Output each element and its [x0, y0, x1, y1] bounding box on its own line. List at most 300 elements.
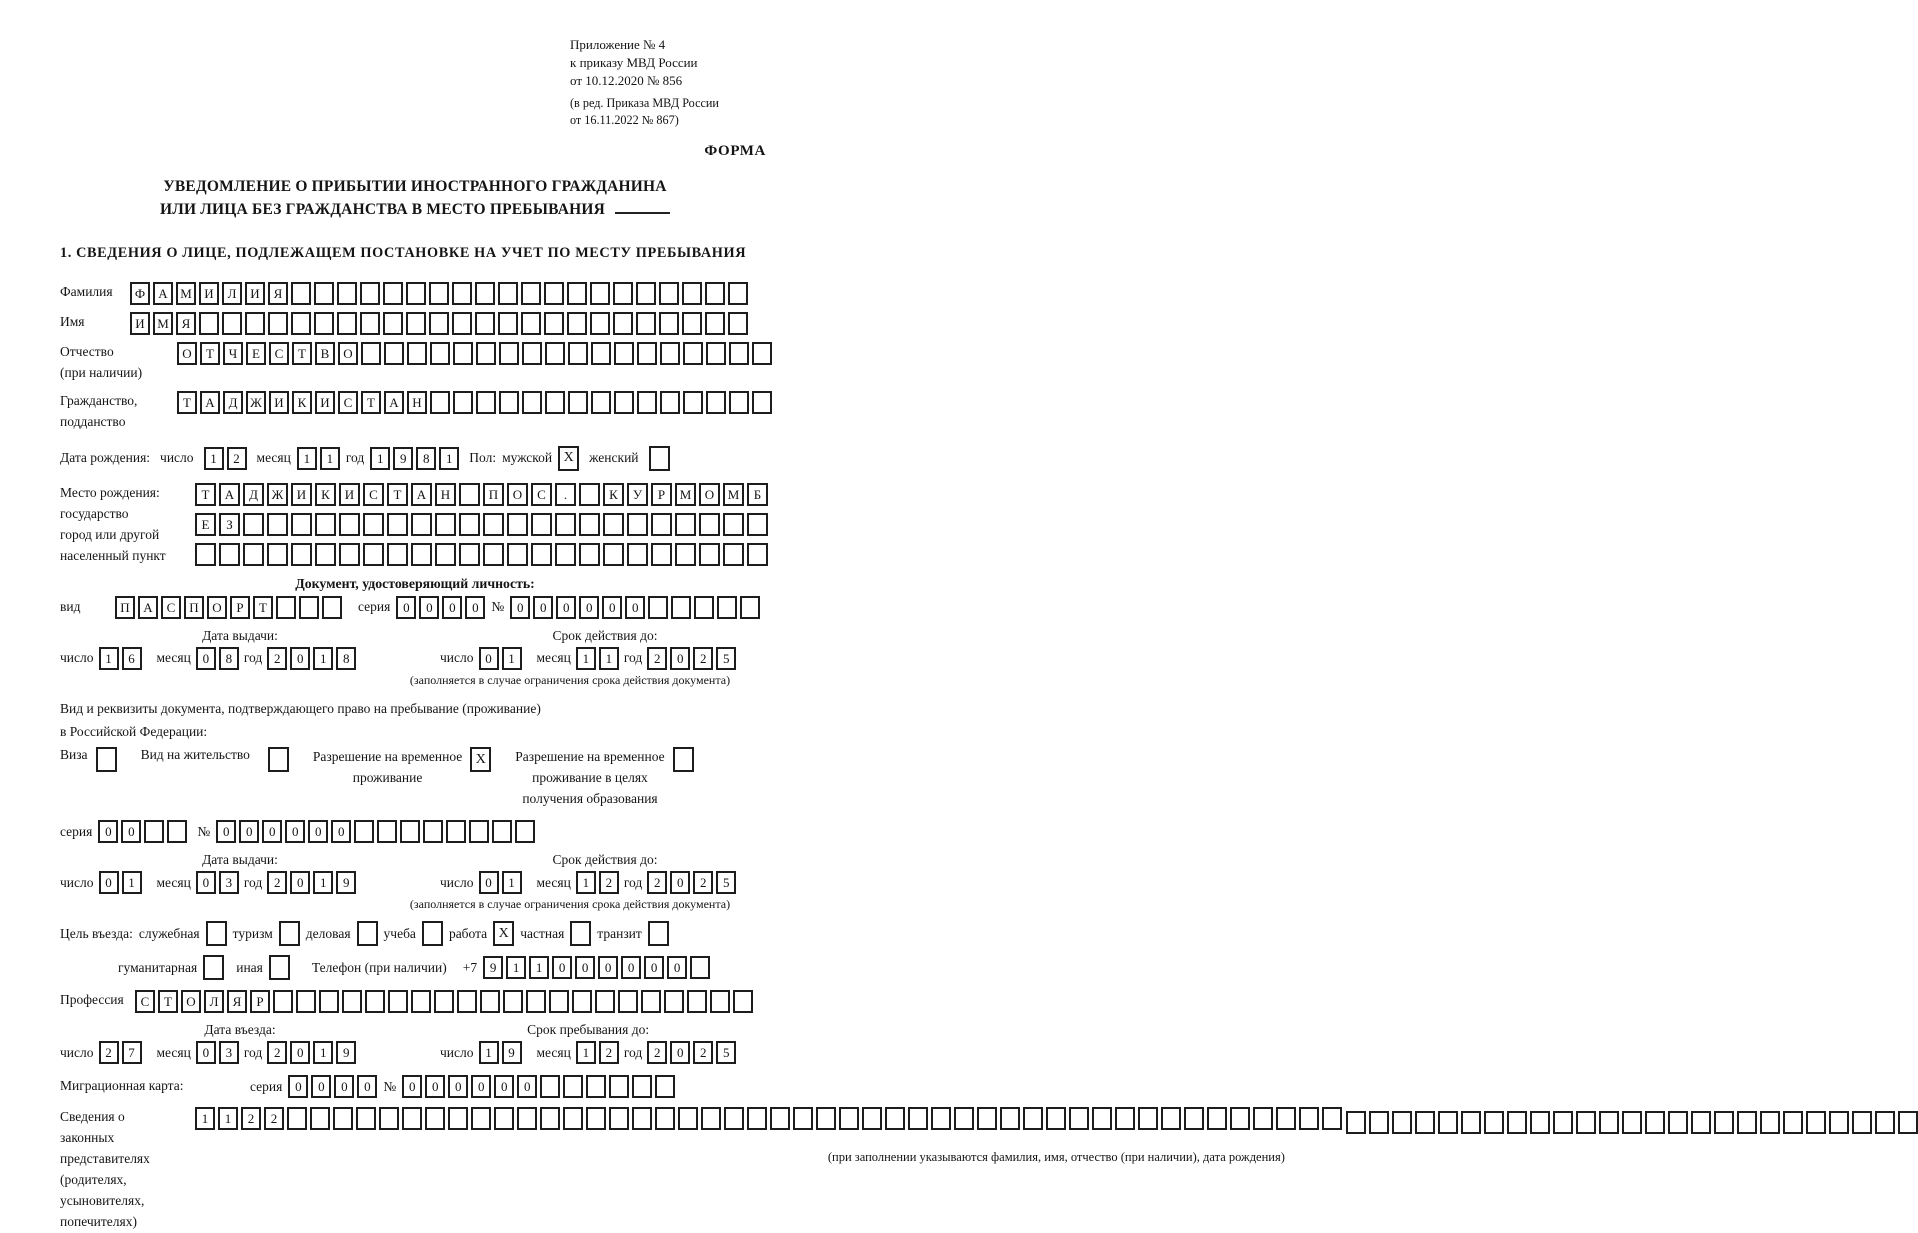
- legal-reps-line1-input[interactable]: [195, 1107, 767, 1130]
- char-cell[interactable]: 2: [599, 871, 619, 894]
- char-cell[interactable]: [563, 1107, 583, 1130]
- char-cell[interactable]: И: [130, 312, 150, 335]
- char-cell[interactable]: Р: [250, 990, 270, 1013]
- char-cell[interactable]: [699, 513, 720, 536]
- given-name-input[interactable]: [130, 312, 748, 335]
- char-cell[interactable]: Т: [361, 391, 381, 414]
- char-cell[interactable]: [430, 342, 450, 365]
- char-cell[interactable]: 9: [393, 447, 413, 470]
- char-cell[interactable]: [483, 513, 504, 536]
- char-cell[interactable]: [1530, 1111, 1550, 1134]
- char-cell[interactable]: [1898, 1111, 1918, 1134]
- char-cell[interactable]: [682, 282, 702, 305]
- char-cell[interactable]: [459, 543, 480, 566]
- char-cell[interactable]: 1: [218, 1107, 238, 1130]
- char-cell[interactable]: И: [339, 483, 360, 506]
- char-cell[interactable]: [723, 513, 744, 536]
- char-cell[interactable]: 0: [644, 956, 664, 979]
- char-cell[interactable]: [1069, 1107, 1089, 1130]
- char-cell[interactable]: [402, 1107, 422, 1130]
- char-cell[interactable]: [655, 1107, 675, 1130]
- char-cell[interactable]: 8: [336, 647, 356, 670]
- char-cell[interactable]: 0: [575, 956, 595, 979]
- char-cell[interactable]: [613, 282, 633, 305]
- char-cell[interactable]: [609, 1107, 629, 1130]
- char-cell[interactable]: 2: [267, 647, 287, 670]
- char-cell[interactable]: [1507, 1111, 1527, 1134]
- char-cell[interactable]: О: [338, 342, 358, 365]
- char-cell[interactable]: [752, 391, 772, 414]
- char-cell[interactable]: [590, 312, 610, 335]
- char-cell[interactable]: [1115, 1107, 1135, 1130]
- char-cell[interactable]: 1: [370, 447, 390, 470]
- char-cell[interactable]: 9: [336, 871, 356, 894]
- citizenship-input[interactable]: [177, 391, 772, 414]
- char-cell[interactable]: 1: [576, 1041, 596, 1064]
- char-cell[interactable]: 0: [533, 596, 553, 619]
- birth-month-input[interactable]: [297, 447, 340, 470]
- purpose-tranzit-checkbox[interactable]: [648, 921, 669, 946]
- char-cell[interactable]: 2: [99, 1041, 119, 1064]
- char-cell[interactable]: [1184, 1107, 1204, 1130]
- sex-female-checkbox[interactable]: [649, 446, 670, 471]
- char-cell[interactable]: [699, 543, 720, 566]
- title-blank-underline[interactable]: [615, 202, 670, 214]
- char-cell[interactable]: 8: [219, 647, 239, 670]
- char-cell[interactable]: [339, 513, 360, 536]
- char-cell[interactable]: [219, 543, 240, 566]
- char-cell[interactable]: [723, 543, 744, 566]
- char-cell[interactable]: 0: [510, 596, 530, 619]
- char-cell[interactable]: И: [199, 282, 219, 305]
- char-cell[interactable]: 1: [313, 647, 333, 670]
- char-cell[interactable]: [728, 312, 748, 335]
- char-cell[interactable]: [296, 990, 316, 1013]
- char-cell[interactable]: [339, 543, 360, 566]
- char-cell[interactable]: [908, 1107, 928, 1130]
- char-cell[interactable]: 0: [311, 1075, 331, 1098]
- char-cell[interactable]: [429, 282, 449, 305]
- char-cell[interactable]: [430, 391, 450, 414]
- char-cell[interactable]: 1: [320, 447, 340, 470]
- char-cell[interactable]: [492, 820, 512, 843]
- char-cell[interactable]: 0: [290, 647, 310, 670]
- char-cell[interactable]: [243, 543, 264, 566]
- char-cell[interactable]: [291, 312, 311, 335]
- char-cell[interactable]: 0: [196, 647, 216, 670]
- char-cell[interactable]: [526, 990, 546, 1013]
- stay-month-input[interactable]: [576, 1041, 619, 1064]
- char-cell[interactable]: А: [153, 282, 173, 305]
- char-cell[interactable]: [1276, 1107, 1296, 1130]
- char-cell[interactable]: [641, 990, 661, 1013]
- char-cell[interactable]: 2: [267, 871, 287, 894]
- char-cell[interactable]: [387, 513, 408, 536]
- char-cell[interactable]: [315, 543, 336, 566]
- char-cell[interactable]: 0: [471, 1075, 491, 1098]
- purpose-gumanitarnaya-checkbox[interactable]: [203, 955, 224, 980]
- char-cell[interactable]: [1576, 1111, 1596, 1134]
- char-cell[interactable]: [459, 513, 480, 536]
- char-cell[interactable]: [400, 820, 420, 843]
- char-cell[interactable]: [632, 1075, 652, 1098]
- char-cell[interactable]: [540, 1107, 560, 1130]
- char-cell[interactable]: 2: [267, 1041, 287, 1064]
- char-cell[interactable]: [1161, 1107, 1181, 1130]
- profession-input[interactable]: [135, 990, 753, 1013]
- char-cell[interactable]: М: [153, 312, 173, 335]
- char-cell[interactable]: 0: [667, 956, 687, 979]
- char-cell[interactable]: С: [269, 342, 289, 365]
- purpose-sluzhebnaya-checkbox[interactable]: [206, 921, 227, 946]
- char-cell[interactable]: 1: [576, 647, 596, 670]
- char-cell[interactable]: [1714, 1111, 1734, 1134]
- char-cell[interactable]: 0: [621, 956, 641, 979]
- char-cell[interactable]: [1852, 1111, 1872, 1134]
- char-cell[interactable]: [1346, 1111, 1366, 1134]
- char-cell[interactable]: [276, 596, 296, 619]
- char-cell[interactable]: [406, 282, 426, 305]
- char-cell[interactable]: 5: [716, 871, 736, 894]
- char-cell[interactable]: [507, 543, 528, 566]
- char-cell[interactable]: 2: [227, 447, 247, 470]
- birth-day-input[interactable]: [204, 447, 247, 470]
- doc-issue-day-input[interactable]: [99, 647, 142, 670]
- char-cell[interactable]: [579, 483, 600, 506]
- char-cell[interactable]: [651, 513, 672, 536]
- char-cell[interactable]: [507, 513, 528, 536]
- surname-input[interactable]: [130, 282, 748, 305]
- char-cell[interactable]: [655, 1075, 675, 1098]
- char-cell[interactable]: Т: [200, 342, 220, 365]
- purpose-rabota-checkbox[interactable]: X: [493, 921, 514, 946]
- char-cell[interactable]: [365, 990, 385, 1013]
- char-cell[interactable]: С: [363, 483, 384, 506]
- char-cell[interactable]: [360, 282, 380, 305]
- char-cell[interactable]: 0: [290, 1041, 310, 1064]
- res-expiry-month-input[interactable]: [576, 871, 619, 894]
- doc-expiry-day-input[interactable]: [479, 647, 522, 670]
- char-cell[interactable]: [675, 513, 696, 536]
- char-cell[interactable]: 0: [121, 820, 141, 843]
- char-cell[interactable]: [361, 342, 381, 365]
- char-cell[interactable]: [333, 1107, 353, 1130]
- char-cell[interactable]: 0: [357, 1075, 377, 1098]
- char-cell[interactable]: [480, 990, 500, 1013]
- char-cell[interactable]: 6: [122, 647, 142, 670]
- char-cell[interactable]: [457, 990, 477, 1013]
- char-cell[interactable]: [1046, 1107, 1066, 1130]
- char-cell[interactable]: С: [338, 391, 358, 414]
- char-cell[interactable]: 1: [599, 647, 619, 670]
- res-expiry-day-input[interactable]: [479, 871, 522, 894]
- char-cell[interactable]: 0: [494, 1075, 514, 1098]
- char-cell[interactable]: [423, 820, 443, 843]
- char-cell[interactable]: [747, 543, 768, 566]
- char-cell[interactable]: 0: [396, 596, 416, 619]
- entry-month-input[interactable]: [196, 1041, 239, 1064]
- char-cell[interactable]: [705, 312, 725, 335]
- char-cell[interactable]: [452, 282, 472, 305]
- char-cell[interactable]: 0: [288, 1075, 308, 1098]
- mc-number-input[interactable]: [402, 1075, 675, 1098]
- char-cell[interactable]: [314, 312, 334, 335]
- char-cell[interactable]: [568, 391, 588, 414]
- char-cell[interactable]: [1392, 1111, 1412, 1134]
- char-cell[interactable]: [717, 596, 737, 619]
- char-cell[interactable]: [659, 282, 679, 305]
- legal-reps-line2-input[interactable]: [770, 1107, 1342, 1130]
- char-cell[interactable]: И: [245, 282, 265, 305]
- char-cell[interactable]: .: [555, 483, 576, 506]
- char-cell[interactable]: Т: [158, 990, 178, 1013]
- char-cell[interactable]: [1299, 1107, 1319, 1130]
- char-cell[interactable]: [471, 1107, 491, 1130]
- char-cell[interactable]: [498, 282, 518, 305]
- char-cell[interactable]: [314, 282, 334, 305]
- char-cell[interactable]: Р: [651, 483, 672, 506]
- char-cell[interactable]: 2: [264, 1107, 284, 1130]
- char-cell[interactable]: 1: [99, 647, 119, 670]
- char-cell[interactable]: [579, 543, 600, 566]
- char-cell[interactable]: И: [291, 483, 312, 506]
- char-cell[interactable]: 0: [402, 1075, 422, 1098]
- char-cell[interactable]: 0: [465, 596, 485, 619]
- char-cell[interactable]: [770, 1107, 790, 1130]
- res-number-input[interactable]: [216, 820, 535, 843]
- char-cell[interactable]: [144, 820, 164, 843]
- char-cell[interactable]: В: [315, 342, 335, 365]
- char-cell[interactable]: 0: [625, 596, 645, 619]
- char-cell[interactable]: Б: [747, 483, 768, 506]
- char-cell[interactable]: 1: [313, 1041, 333, 1064]
- char-cell[interactable]: 1: [439, 447, 459, 470]
- char-cell[interactable]: [675, 543, 696, 566]
- char-cell[interactable]: [273, 990, 293, 1013]
- char-cell[interactable]: [954, 1107, 974, 1130]
- char-cell[interactable]: [363, 513, 384, 536]
- res-issue-day-input[interactable]: [99, 871, 142, 894]
- char-cell[interactable]: 0: [285, 820, 305, 843]
- doc-series-input[interactable]: [396, 596, 485, 619]
- char-cell[interactable]: Т: [387, 483, 408, 506]
- char-cell[interactable]: [729, 391, 749, 414]
- char-cell[interactable]: К: [603, 483, 624, 506]
- char-cell[interactable]: [1369, 1111, 1389, 1134]
- char-cell[interactable]: [435, 543, 456, 566]
- char-cell[interactable]: 0: [262, 820, 282, 843]
- char-cell[interactable]: [1645, 1111, 1665, 1134]
- mc-series-input[interactable]: [288, 1075, 377, 1098]
- char-cell[interactable]: И: [315, 391, 335, 414]
- char-cell[interactable]: 2: [647, 647, 667, 670]
- birth-year-input[interactable]: [370, 447, 459, 470]
- doc-issue-year-input[interactable]: [267, 647, 356, 670]
- char-cell[interactable]: 0: [670, 1041, 690, 1064]
- char-cell[interactable]: 0: [334, 1075, 354, 1098]
- legal-reps-line3-input[interactable]: [1346, 1111, 1918, 1134]
- char-cell[interactable]: [555, 513, 576, 536]
- char-cell[interactable]: 2: [647, 1041, 667, 1064]
- purpose-turizm-checkbox[interactable]: [279, 921, 300, 946]
- char-cell[interactable]: [636, 312, 656, 335]
- char-cell[interactable]: [1760, 1111, 1780, 1134]
- char-cell[interactable]: А: [411, 483, 432, 506]
- char-cell[interactable]: 0: [331, 820, 351, 843]
- char-cell[interactable]: М: [176, 282, 196, 305]
- char-cell[interactable]: [885, 1107, 905, 1130]
- char-cell[interactable]: [567, 312, 587, 335]
- char-cell[interactable]: [268, 312, 288, 335]
- char-cell[interactable]: [531, 543, 552, 566]
- char-cell[interactable]: [740, 596, 760, 619]
- char-cell[interactable]: [469, 820, 489, 843]
- char-cell[interactable]: 2: [599, 1041, 619, 1064]
- char-cell[interactable]: [660, 342, 680, 365]
- char-cell[interactable]: 0: [442, 596, 462, 619]
- char-cell[interactable]: [567, 282, 587, 305]
- char-cell[interactable]: Ч: [223, 342, 243, 365]
- res-issue-month-input[interactable]: [196, 871, 239, 894]
- char-cell[interactable]: [388, 990, 408, 1013]
- char-cell[interactable]: [706, 391, 726, 414]
- char-cell[interactable]: 8: [416, 447, 436, 470]
- char-cell[interactable]: Д: [243, 483, 264, 506]
- char-cell[interactable]: [1138, 1107, 1158, 1130]
- char-cell[interactable]: [595, 990, 615, 1013]
- char-cell[interactable]: [706, 342, 726, 365]
- char-cell[interactable]: 1: [506, 956, 526, 979]
- char-cell[interactable]: [586, 1075, 606, 1098]
- char-cell[interactable]: [728, 282, 748, 305]
- char-cell[interactable]: [747, 1107, 767, 1130]
- char-cell[interactable]: О: [181, 990, 201, 1013]
- char-cell[interactable]: [459, 483, 480, 506]
- res-expiry-year-input[interactable]: [647, 871, 736, 894]
- char-cell[interactable]: [310, 1107, 330, 1130]
- char-cell[interactable]: [1783, 1111, 1803, 1134]
- char-cell[interactable]: [1599, 1111, 1619, 1134]
- char-cell[interactable]: [299, 596, 319, 619]
- char-cell[interactable]: [1415, 1111, 1435, 1134]
- char-cell[interactable]: [1484, 1111, 1504, 1134]
- char-cell[interactable]: П: [483, 483, 504, 506]
- char-cell[interactable]: [291, 513, 312, 536]
- char-cell[interactable]: Н: [435, 483, 456, 506]
- char-cell[interactable]: [222, 312, 242, 335]
- entry-day-input[interactable]: [99, 1041, 142, 1064]
- char-cell[interactable]: [319, 990, 339, 1013]
- char-cell[interactable]: 0: [196, 1041, 216, 1064]
- char-cell[interactable]: [503, 990, 523, 1013]
- char-cell[interactable]: [549, 990, 569, 1013]
- char-cell[interactable]: 0: [99, 871, 119, 894]
- char-cell[interactable]: П: [115, 596, 135, 619]
- char-cell[interactable]: 2: [241, 1107, 261, 1130]
- char-cell[interactable]: 1: [502, 647, 522, 670]
- char-cell[interactable]: 1: [313, 871, 333, 894]
- char-cell[interactable]: [977, 1107, 997, 1130]
- char-cell[interactable]: [816, 1107, 836, 1130]
- char-cell[interactable]: [425, 1107, 445, 1130]
- char-cell[interactable]: К: [292, 391, 312, 414]
- char-cell[interactable]: [337, 312, 357, 335]
- char-cell[interactable]: 0: [670, 871, 690, 894]
- char-cell[interactable]: Ф: [130, 282, 150, 305]
- char-cell[interactable]: [245, 312, 265, 335]
- char-cell[interactable]: 0: [290, 871, 310, 894]
- char-cell[interactable]: [499, 391, 519, 414]
- char-cell[interactable]: [563, 1075, 583, 1098]
- char-cell[interactable]: [694, 596, 714, 619]
- char-cell[interactable]: [1553, 1111, 1573, 1134]
- temp-residence-edu-checkbox[interactable]: [673, 747, 694, 772]
- char-cell[interactable]: [752, 342, 772, 365]
- char-cell[interactable]: 0: [602, 596, 622, 619]
- char-cell[interactable]: 0: [239, 820, 259, 843]
- char-cell[interactable]: [475, 312, 495, 335]
- char-cell[interactable]: О: [177, 342, 197, 365]
- phone-input[interactable]: [483, 956, 710, 979]
- char-cell[interactable]: А: [200, 391, 220, 414]
- char-cell[interactable]: [435, 513, 456, 536]
- char-cell[interactable]: 5: [716, 647, 736, 670]
- char-cell[interactable]: 2: [647, 871, 667, 894]
- char-cell[interactable]: [747, 513, 768, 536]
- char-cell[interactable]: [448, 1107, 468, 1130]
- char-cell[interactable]: Ж: [246, 391, 266, 414]
- char-cell[interactable]: [1668, 1111, 1688, 1134]
- char-cell[interactable]: [627, 543, 648, 566]
- char-cell[interactable]: Я: [176, 312, 196, 335]
- char-cell[interactable]: 0: [670, 647, 690, 670]
- char-cell[interactable]: [476, 342, 496, 365]
- char-cell[interactable]: [267, 513, 288, 536]
- char-cell[interactable]: [1092, 1107, 1112, 1130]
- char-cell[interactable]: [494, 1107, 514, 1130]
- doc-expiry-month-input[interactable]: [576, 647, 619, 670]
- char-cell[interactable]: [687, 990, 707, 1013]
- char-cell[interactable]: [603, 543, 624, 566]
- char-cell[interactable]: [591, 391, 611, 414]
- char-cell[interactable]: 1: [204, 447, 224, 470]
- char-cell[interactable]: [379, 1107, 399, 1130]
- char-cell[interactable]: С: [135, 990, 155, 1013]
- char-cell[interactable]: [1230, 1107, 1250, 1130]
- char-cell[interactable]: [354, 820, 374, 843]
- char-cell[interactable]: 1: [576, 871, 596, 894]
- char-cell[interactable]: Т: [253, 596, 273, 619]
- char-cell[interactable]: Я: [268, 282, 288, 305]
- char-cell[interactable]: [407, 342, 427, 365]
- char-cell[interactable]: [291, 543, 312, 566]
- char-cell[interactable]: Т: [195, 483, 216, 506]
- char-cell[interactable]: Р: [230, 596, 250, 619]
- char-cell[interactable]: [515, 820, 535, 843]
- char-cell[interactable]: [434, 990, 454, 1013]
- char-cell[interactable]: [678, 1107, 698, 1130]
- char-cell[interactable]: [540, 1075, 560, 1098]
- char-cell[interactable]: [568, 342, 588, 365]
- char-cell[interactable]: [637, 342, 657, 365]
- purpose-chastnaya-checkbox[interactable]: [570, 921, 591, 946]
- char-cell[interactable]: [411, 990, 431, 1013]
- char-cell[interactable]: 0: [579, 596, 599, 619]
- char-cell[interactable]: М: [675, 483, 696, 506]
- doc-kind-input[interactable]: [115, 596, 342, 619]
- char-cell[interactable]: О: [699, 483, 720, 506]
- char-cell[interactable]: 9: [502, 1041, 522, 1064]
